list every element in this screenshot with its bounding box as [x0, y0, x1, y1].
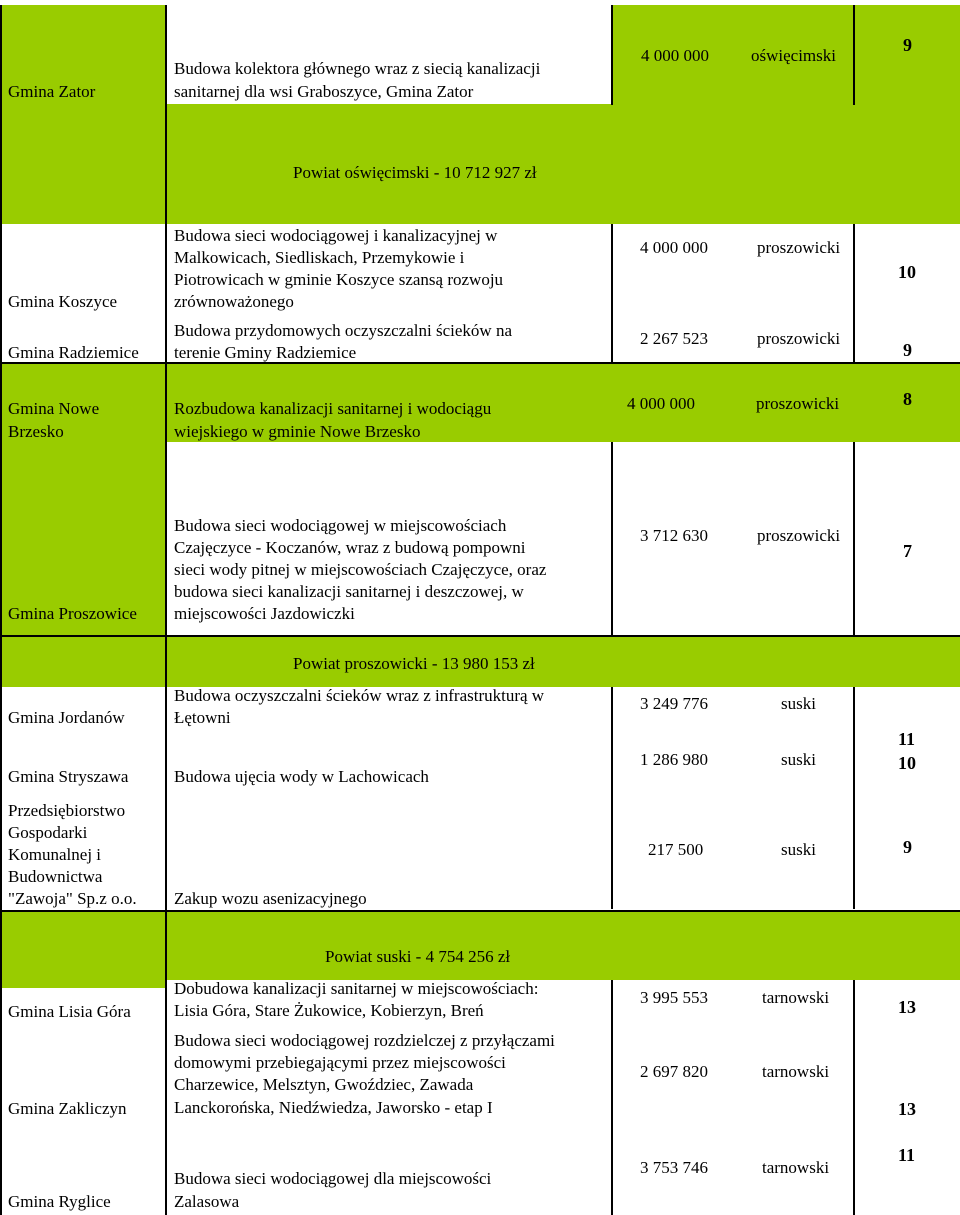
- column-divider-score: [853, 687, 855, 909]
- cell-amount-jordanow: 3 249 776: [640, 694, 708, 713]
- cell-score-proszowice: 7: [903, 541, 912, 561]
- summary-suski: Powiat suski - 4 754 256 zł: [325, 947, 511, 966]
- cell-gmina-nowe-line1: Gmina Nowe: [8, 399, 100, 418]
- column-divider-score: [853, 980, 855, 1215]
- cell-powiat-jordanow: suski: [781, 694, 816, 713]
- column-divider-amount: [611, 980, 613, 1215]
- cell-project-nowe-line1: Rozbudowa kanalizacji sanitarnej i wodociągu: [174, 399, 492, 418]
- cell-gmina-zakliczyn: Gmina Zakliczyn: [8, 1099, 127, 1118]
- cell-project-radziemice-line2: terenie Gminy Radziemice: [174, 343, 357, 362]
- cell-project-lisia-line1: Dobudowa kanalizacji sanitarnej w miejscowościach:: [174, 979, 539, 998]
- cell-score-lisia: 13: [898, 997, 916, 1017]
- table-border-left: [0, 5, 2, 1215]
- column-divider-score: [853, 442, 855, 636]
- cell-amount-nowe: 4 000 000: [627, 394, 695, 413]
- cell-score-nowe: 8: [903, 389, 912, 409]
- cell-gmina-zawoja-line3: Komunalnej i: [8, 845, 102, 864]
- cell-gmina-radziemice: Gmina Radziemice: [8, 343, 139, 362]
- cell-gmina-lisia: Gmina Lisia Góra: [8, 1002, 131, 1021]
- cell-project-proszowice-line4: budowa sieci kanalizacji sanitarnej i deszczowej, w: [174, 582, 524, 601]
- cell-amount-stryszawa: 1 286 980: [640, 750, 708, 769]
- cell-project-proszowice-line3: sieci wody pitnej w miejscowościach Czajęczyce, oraz: [174, 560, 547, 579]
- column-divider-score: [853, 5, 855, 105]
- cell-project-radziemice-line1: Budowa przydomowych oczyszczalni ścieków na: [174, 321, 512, 340]
- cell-score-ryglice: 11: [898, 1145, 916, 1165]
- cell-powiat-nowe: proszowicki: [756, 394, 840, 413]
- cell-powiat-ryglice: tarnowski: [762, 1158, 830, 1177]
- cell-score-zator: 9: [903, 35, 912, 55]
- row-divider: [0, 635, 960, 637]
- cell-amount-proszowice: 3 712 630: [640, 526, 708, 545]
- cell-score-stryszawa: 10: [898, 753, 916, 773]
- cell-project-jordanow-line1: Budowa oczyszczalni ścieków wraz z infrastrukturą w: [174, 686, 545, 705]
- cell-score-zakliczyn: 13: [898, 1099, 916, 1119]
- cell-gmina-zator: Gmina Zator: [8, 82, 96, 101]
- cell-score-zawoja: 9: [903, 837, 912, 857]
- cell-powiat-koszyce: proszowicki: [757, 238, 841, 257]
- summary-proszowicki: Powiat proszowicki - 13 980 153 zł: [293, 654, 535, 673]
- column-divider-gmina: [165, 5, 167, 1215]
- cell-powiat-lisia: tarnowski: [762, 988, 830, 1007]
- cell-project-jordanow-line2: Łętowni: [174, 708, 231, 727]
- bar-left-suski-bottom: [0, 978, 165, 988]
- summary-oswiecimski: Powiat oświęcimski - 10 712 927 zł: [293, 163, 537, 182]
- cell-score-koszyce: 10: [898, 262, 916, 282]
- cell-amount-ryglice: 3 753 746: [640, 1158, 708, 1177]
- cell-score-jordanow: 11: [898, 729, 916, 749]
- cell-powiat-zator: oświęcimski: [751, 46, 836, 65]
- cell-gmina-nowe-line2: Brzesko: [8, 422, 64, 441]
- cell-project-koszyce-line3: Piotrowicach w gminie Koszyce szansą rozwoju: [174, 270, 504, 289]
- cell-amount-lisia: 3 995 553: [640, 988, 708, 1007]
- cell-powiat-stryszawa: suski: [781, 750, 816, 769]
- cell-amount-zawoja: 217 500: [648, 840, 704, 859]
- cell-project-zakliczyn-line2: domowymi przebiegającymi przez miejscowości: [174, 1053, 506, 1072]
- cell-powiat-zakliczyn: tarnowski: [762, 1062, 830, 1081]
- cell-project-zakliczyn-line3: Charzewice, Melsztyn, Gwoździec, Zawada: [174, 1075, 474, 1094]
- column-divider-amount: [611, 224, 613, 364]
- cell-project-zator-line1: Budowa kolektora głównego wraz z siecią kanalizacji: [174, 59, 541, 78]
- cell-gmina-zawoja-line2: Gospodarki: [8, 823, 88, 842]
- cell-project-ryglice-line2: Zalasowa: [174, 1192, 240, 1211]
- cell-project-zakliczyn-line1: Budowa sieci wodociągowej rozdzielczej z przyłączami: [174, 1031, 555, 1050]
- cell-project-stryszawa: Budowa ujęcia wody w Lachowicach: [174, 767, 429, 786]
- cell-gmina-zawoja-line1: Przedsiębiorstwo: [8, 801, 126, 820]
- cell-powiat-proszowice: proszowicki: [757, 526, 841, 545]
- cell-amount-koszyce: 4 000 000: [640, 238, 708, 257]
- column-divider-amount: [611, 687, 613, 909]
- cell-project-proszowice-line5: miejscowości Jazdowiczki: [174, 604, 355, 623]
- cell-gmina-koszyce: Gmina Koszyce: [8, 292, 118, 311]
- cell-gmina-zawoja-line4: Budownictwa: [8, 867, 103, 886]
- cell-gmina-zawoja-line5: "Zawoja" Sp.z o.o.: [8, 889, 137, 908]
- cell-project-nowe-line2: wiejskiego w gminie Nowe Brzesko: [174, 422, 421, 441]
- cell-gmina-jordanow: Gmina Jordanów: [8, 708, 125, 727]
- cell-project-proszowice-line2: Czajęczyce - Koczanów, wraz z budową pompowni: [174, 538, 526, 557]
- cell-gmina-ryglice: Gmina Ryglice: [8, 1192, 111, 1211]
- cell-gmina-stryszawa: Gmina Stryszawa: [8, 767, 129, 786]
- cell-project-koszyce-line4: zrównoważonego: [174, 292, 294, 311]
- cell-amount-zator: 4 000 000: [641, 46, 709, 65]
- cell-project-zator-line2: sanitarnej dla wsi Graboszyce, Gmina Zator: [174, 82, 474, 101]
- cell-project-lisia-line2: Lisia Góra, Stare Żukowice, Kobierzyn, Breń: [174, 1001, 484, 1020]
- column-divider-amount: [611, 5, 613, 105]
- cell-project-zawoja: Zakup wozu asenizacyjnego: [174, 889, 367, 908]
- cell-project-koszyce-line2: Malkowicach, Siedliskach, Przemykowie i: [174, 248, 465, 267]
- cell-project-koszyce-line1: Budowa sieci wodociągowej i kanalizacyjnej w: [174, 226, 498, 245]
- column-divider-amount: [611, 442, 613, 636]
- cell-score-radziemice: 9: [903, 340, 912, 360]
- row-divider: [0, 362, 960, 364]
- row-divider: [0, 910, 960, 912]
- cell-project-proszowice-line1: Budowa sieci wodociągowej w miejscowościach: [174, 516, 507, 535]
- cell-amount-radziemice: 2 267 523: [640, 329, 708, 348]
- cell-amount-zakliczyn: 2 697 820: [640, 1062, 708, 1081]
- cell-gmina-proszowice: Gmina Proszowice: [8, 604, 137, 623]
- cell-powiat-zawoja: suski: [781, 840, 816, 859]
- cell-project-ryglice-line1: Budowa sieci wodociągowej dla miejscowości: [174, 1169, 492, 1188]
- column-divider-score: [853, 224, 855, 364]
- cell-project-zakliczyn-line4: Lanckorońska, Niedźwiedza, Jaworsko - etap I: [174, 1098, 493, 1117]
- cell-powiat-radziemice: proszowicki: [757, 329, 841, 348]
